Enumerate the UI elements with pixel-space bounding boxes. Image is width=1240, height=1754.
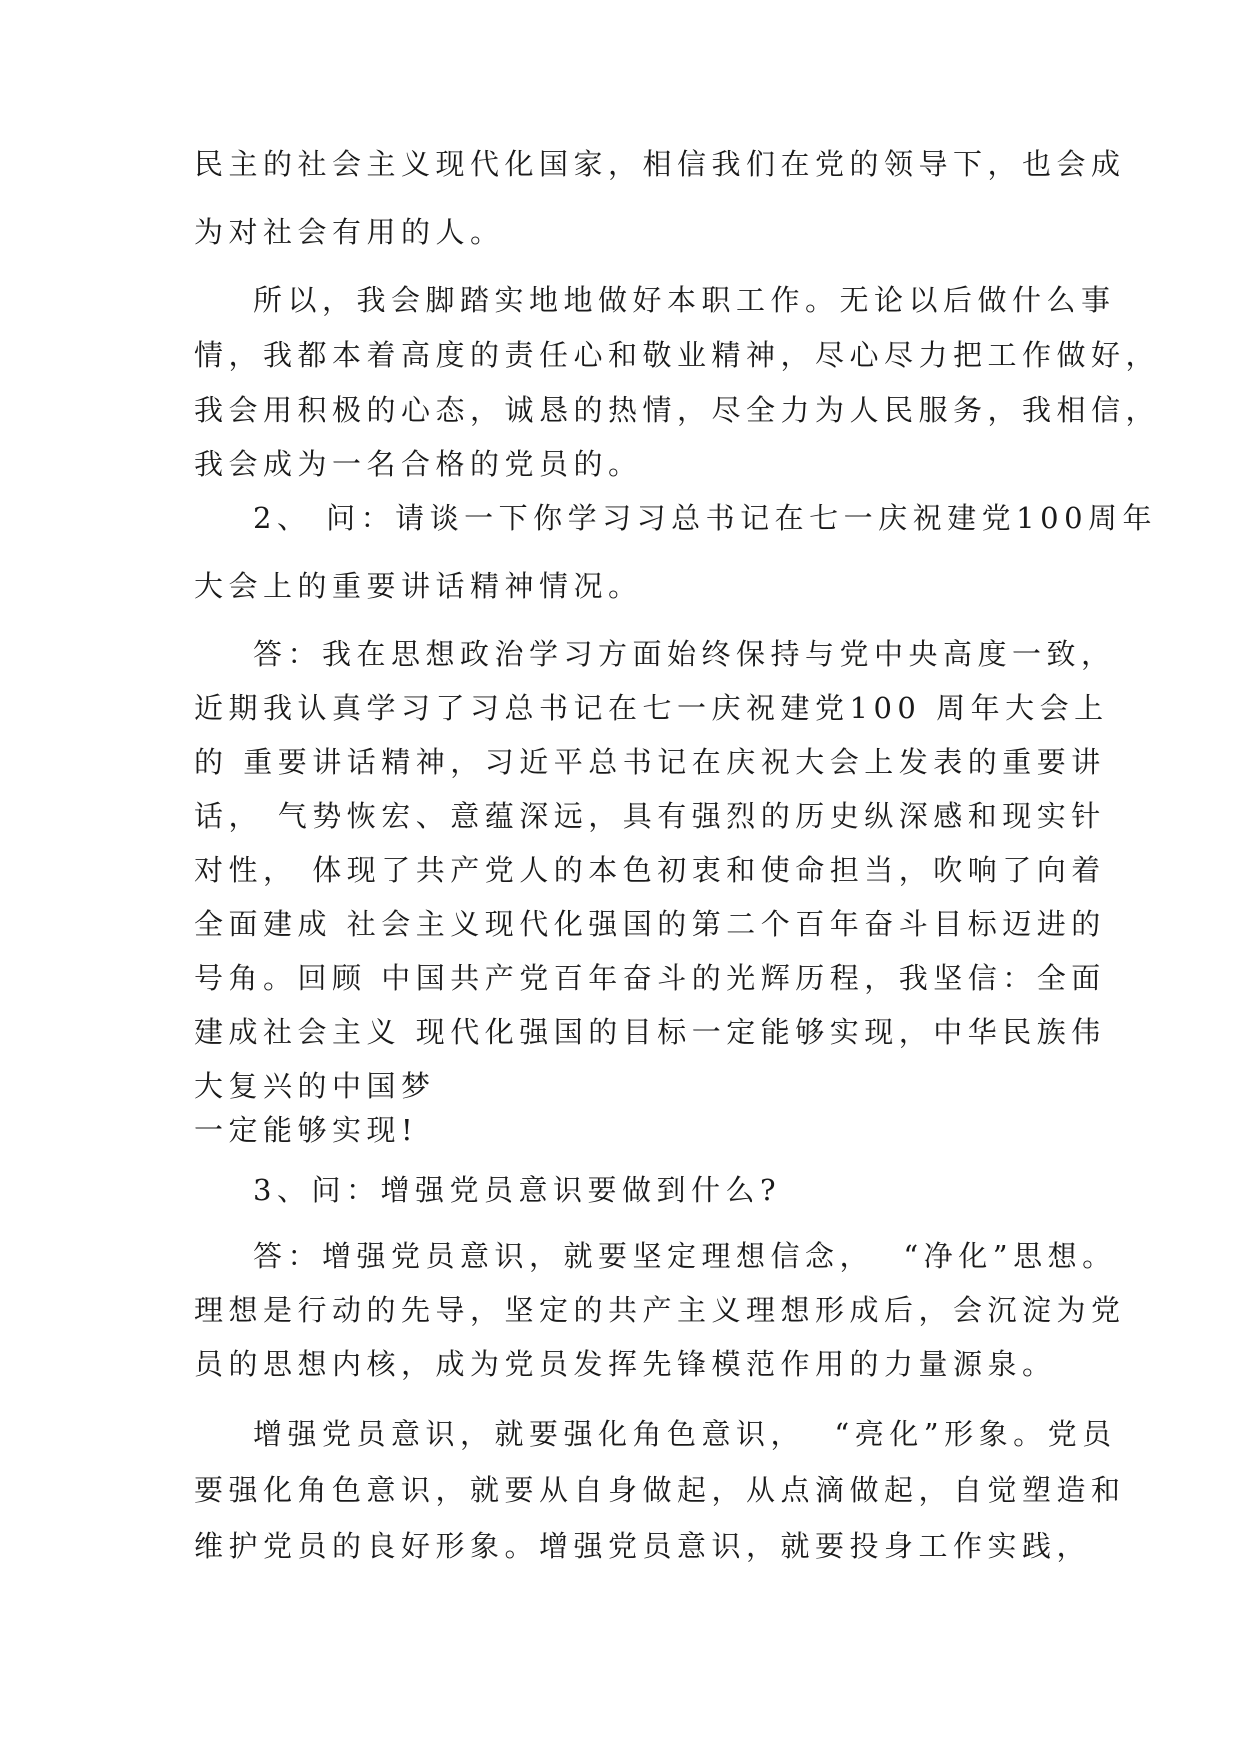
text-line: 理想是行动的先导，坚定的共产主义理想形成后，会沉淀为党	[194, 1293, 1126, 1327]
text-line: 我会成为一名合格的党员的。	[194, 447, 643, 481]
text-line: 话， 气势恢宏、意蕴深远，具有强烈的历史纵深感和现实针	[194, 799, 1106, 833]
text-line: 要强化角色意识，就要从自身做起，从点滴做起，自觉塑造和	[194, 1473, 1126, 1507]
text-line: 2、 问：请谈一下你学习习总书记在七一庆祝建党100周年	[253, 501, 1158, 535]
text-line: 大复兴的中国梦	[194, 1069, 436, 1103]
text-line: 近期我认真学习了习总书记在七一庆祝建党100 周年大会上	[194, 691, 1109, 725]
text-line: 维护党员的良好形象。增强党员意识，就要投身工作实践，	[194, 1529, 1092, 1563]
text-line: 一定能够实现!	[194, 1113, 419, 1147]
text-line: 答：增强党员意识，就要坚定理想信念， “净化”思想。	[253, 1239, 1117, 1273]
text-line: 全面建成 社会主义现代化强国的第二个百年奋斗目标迈进的	[194, 907, 1106, 941]
text-line: 建成社会主义 现代化强国的目标一定能够实现，中华民族伟	[194, 1015, 1106, 1049]
text-line: 所以，我会脚踏实地地做好本职工作。无论以后做什么事	[253, 283, 1116, 317]
text-line: 号角。回顾 中国共产党百年奋斗的光辉历程，我坚信：全面	[194, 961, 1106, 995]
text-line: 为对社会有用的人。	[194, 215, 505, 249]
text-line: 情，我都本着高度的责任心和敬业精神，尽心尽力把工作做好，	[194, 338, 1161, 372]
text-line: 员的思想内核，成为党员发挥先锋模范作用的力量源泉。	[194, 1347, 1057, 1381]
text-line: 增强党员意识，就要强化角色意识， “亮化”形象。党员	[253, 1417, 1117, 1451]
text-line: 大会上的重要讲话精神情况。	[194, 569, 643, 603]
text-line: 对性， 体现了共产党人的本色初衷和使命担当，吹响了向着	[194, 853, 1106, 887]
text-line: 答：我在思想政治学习方面始终保持与党中央高度一致，	[253, 637, 1116, 671]
text-line: 我会用积极的心态，诚恳的热情，尽全力为人民服务，我相信，	[194, 393, 1161, 427]
text-line: 民主的社会主义现代化国家，相信我们在党的领导下，也会成	[194, 147, 1126, 181]
text-line: 的 重要讲话精神，习近平总书记在庆祝大会上发表的重要讲	[194, 745, 1106, 779]
text-line: 3、问：增强党员意识要做到什么?	[253, 1173, 781, 1207]
